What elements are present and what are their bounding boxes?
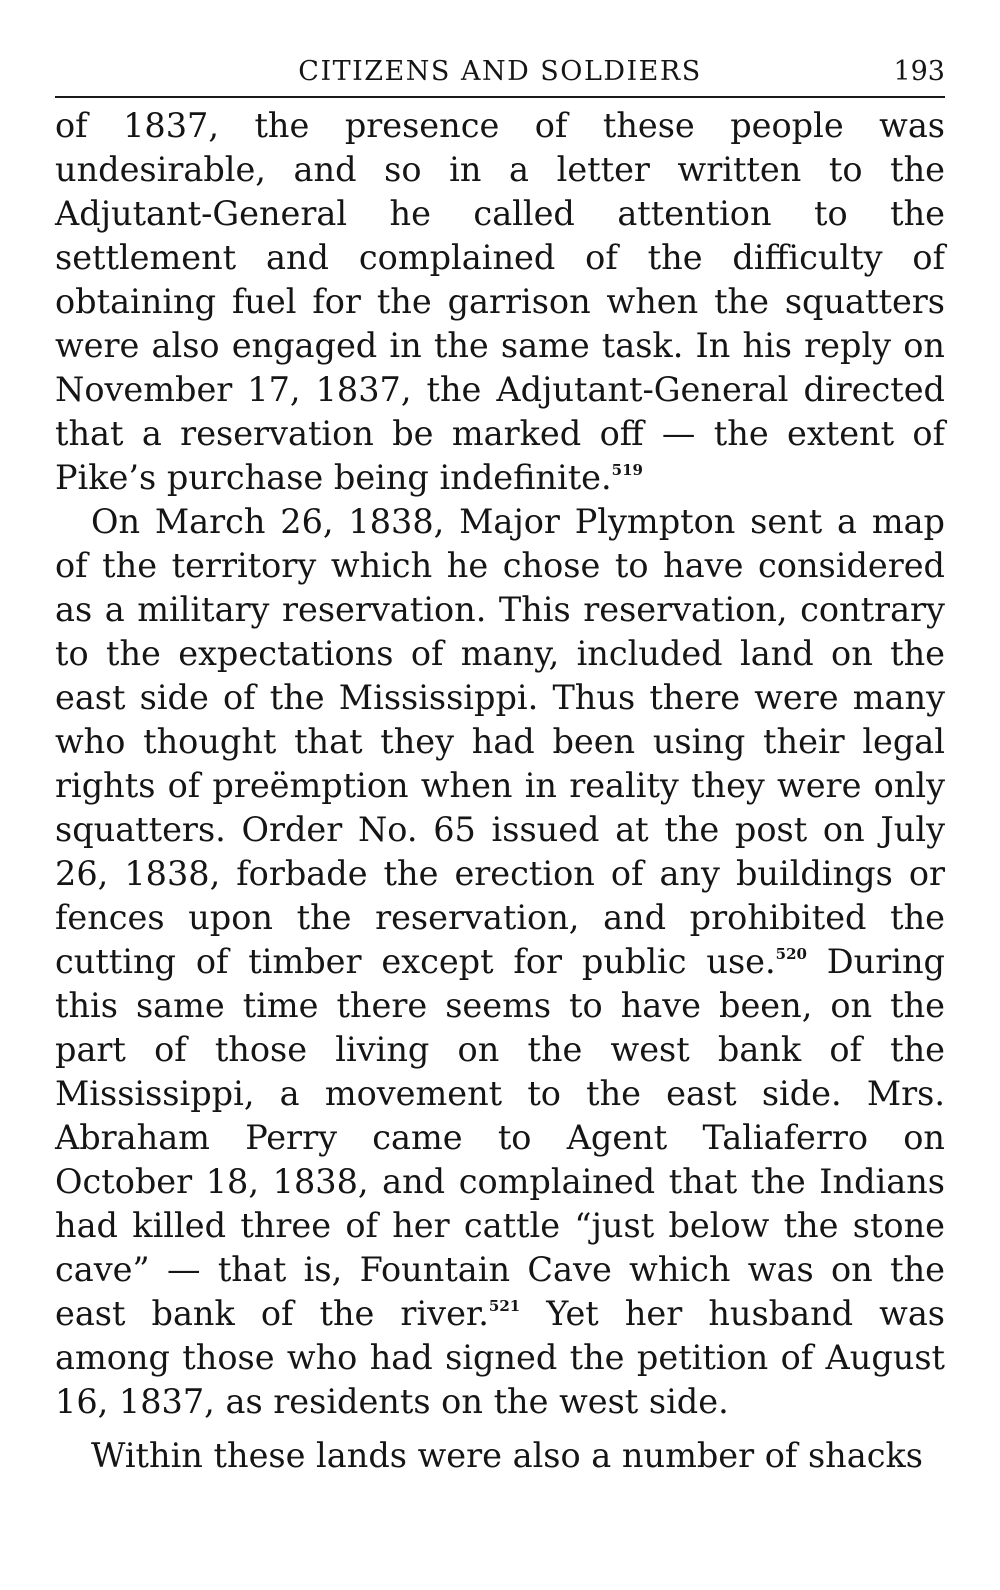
- paragraph-2-text-a: On March 26, 1838, Major Plympton sent a map of the territory which he chose to have considered as a military reservation. This reservation, contrary to the expectations of many, included land on the east side of the Mississippi. Thus there were many who thought that they had been using their legal rights of preëmption when in reality they were only squatters. Order No. 65 issued at the post on July 26, 1838, forbade the erection of any buildings or fences upon the reservation, and prohibited the cutting of timber except for public use.: [55, 502, 945, 981]
- body-text: [55, 104, 945, 1478]
- paragraph-3: [55, 1434, 945, 1478]
- footnote-ref-521: 521: [488, 1297, 521, 1315]
- footnote-ref-520: 520: [775, 945, 807, 963]
- running-head: CITIZENS AND SOLDIERS: [298, 56, 702, 87]
- paragraph-1: [55, 104, 945, 500]
- book-page: [55, 52, 945, 1478]
- page-header: [55, 52, 945, 98]
- paragraph-2-text-b: During this same time there seems to have been, on the part of those living on the west bank of the Mississippi, a movement to the east side. Mrs. Abraham Perry came to Agent Taliaferro on October 18, 1838, and complained that the Indians had killed three of her cattle “just below the stone cave” — that is, Fountain Cave which was on the east bank of the river.: [55, 942, 945, 1333]
- paragraph-2: [55, 500, 945, 1424]
- paragraph-3-text: Within these lands were also a number of shacks: [91, 1436, 923, 1475]
- paragraph-1-text: of 1837, the presence of these people was undesirable, and so in a letter written to the Adjutant-General he called attention to the settlement and complained of the difficulty of obtaining fuel for the garrison when the squatters were also engaged in the same task. In his reply on November 17, 1837, the Adjutant-General directed that a reservation be marked off — the extent of Pike’s purchase being indefinite.: [55, 106, 945, 497]
- page-number: 193: [893, 56, 945, 87]
- paragraph-2-text-c: Yet her husband was among those who had signed the petition of August 16, 1837, as residents on the west side.: [55, 1294, 946, 1421]
- footnote-ref-519: 519: [611, 461, 643, 479]
